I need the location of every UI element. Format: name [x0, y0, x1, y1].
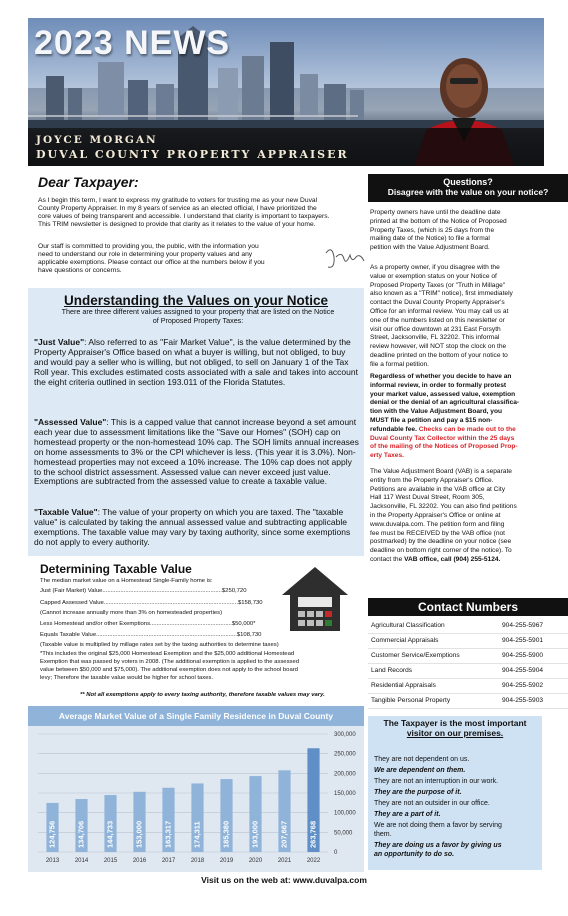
understanding-intro: There are three different values assigned to your property that are listed on the Notice of Proposed Property Taxes: [61, 307, 335, 325]
deadline-paragraph [370, 209, 566, 253]
y-tick-label: 250,000 [334, 751, 356, 758]
text-line: printed at the bottom of the Notice of Proposed [370, 217, 507, 225]
taxpayer-box [368, 716, 542, 870]
text-line: Proposed Property Taxes (or "Truth in Millage" [370, 281, 506, 289]
text-line: fee must be RECEIVED by the VAB office (not [370, 529, 505, 537]
text-line: Hall 117 West Duval Street, Room 305, [370, 494, 485, 502]
taxpayer-line: They are doing us a favor by giving us [374, 842, 502, 849]
x-tick-label: 2016 [132, 858, 147, 864]
taxable-value-text: : The value of your property on which you are taxed. The "taxable value" is calculated by taking the annual assessed value and subtracting applicable exemptions. The taxable value may vary by taxing authority, since some exemptions do not apply to every authority. [34, 507, 351, 547]
understanding-values-box [28, 288, 364, 556]
footnote-line: levy; Therefore the taxable value would be higher for school taxes. [40, 675, 214, 681]
exemptions-note: ** Not all exemptions apply to every taxing authority, therefore taxable values may vary. [80, 692, 325, 698]
assessed-value-text: : This is a capped value that cannot increase beyond a set amount each year due to assessment limitations like the "Save our Homes" (SOH) cap on homestead property or the non-homestead 10% cap. The SOH limits annual increases on home assessments to 3% or the CPI whichever is less. (This year it is 3.0%). Non-homestead properties may not exceed a 10% increase. The 10% cap does not apply to the school district assessment. Assessed value can never exceed just value. Exemptions are subtracted from the assessed value to create a taxable value. [34, 417, 359, 487]
text-line: As a property owner, if you disagree with the [370, 264, 500, 271]
data-label: 207,667 [279, 820, 289, 848]
text-line: of the mailing of the Notices of Proposed Prop- [370, 443, 518, 451]
just-value-term: "Just Value" [34, 337, 85, 347]
text-line: Street, Jacksonville, FL 32202. This informal [370, 334, 500, 342]
taxpayer-title [368, 718, 542, 738]
signature-image [322, 243, 366, 273]
vab-paragraph [370, 468, 566, 565]
x-tick-label: 2017 [161, 858, 176, 864]
contact-label: Agricultural Classification [371, 622, 445, 629]
y-tick-label: 100,000 [334, 810, 356, 817]
taxpayer-line: them. [374, 831, 392, 838]
taxpayer-line: They are not an outsider in our office. [374, 800, 490, 807]
text-line: value or exemption status on your Notice of [370, 272, 497, 280]
y-tick-label: 50,000 [334, 830, 353, 837]
text-line: petition with the Value Adjustment Board. [370, 244, 490, 252]
letter-greeting: Dear Taxpayer: [38, 174, 139, 190]
contact-row [368, 678, 568, 694]
letter-paragraph-2 [38, 243, 265, 275]
text-line: Petitions are available in the VAB office at City [370, 485, 506, 493]
text-line: erty Taxes. [370, 452, 404, 460]
data-label: 174,311 [192, 821, 202, 848]
header-banner [28, 18, 544, 166]
data-label: 193,000 [250, 820, 260, 848]
letter-line: Our staff is committed to providing you, the public, with the information you [38, 243, 259, 250]
taxpayer-line: We are not doing them a favor by serving [374, 822, 502, 829]
row-value: $250,720 [221, 588, 247, 594]
vab-phone: VAB office, call (904) 255-5124. [404, 555, 501, 563]
footnote-line: Exemption that was passed by voters in 2008. (The additional exemption is applied to the assessed [40, 659, 300, 665]
data-label: 163,317 [163, 820, 173, 848]
text-line: contact the Duval County Property Appraiser's [370, 299, 505, 307]
text-line: Duval County Tax Collector within the 25 days [370, 434, 515, 442]
exemptions-row: Less Homestead and/or other Exemptions..................................................$50,000* [40, 621, 256, 627]
letter-line: have questions or concerns. [38, 266, 122, 274]
y-tick-label: 150,000 [334, 791, 356, 797]
contact-phone: 904-255-5900 [502, 652, 544, 659]
taxpayer-title-line: visitor on our premises. [406, 728, 504, 738]
contact-numbers-title: Contact Numbers [368, 598, 568, 616]
row-label: Just (Fair Market) Value [40, 588, 103, 594]
assessed-value-paragraph [34, 418, 360, 487]
data-label: 185,380 [221, 820, 231, 848]
x-tick-label: 2021 [277, 858, 292, 864]
x-tick-label: 2014 [74, 858, 89, 864]
data-label: 144,733 [105, 820, 115, 848]
taxable-value-paragraph [34, 508, 360, 548]
text-line: visit our office downtown at 231 East Forsyth [370, 325, 501, 333]
determining-title: Determining Taxable Value [40, 562, 192, 576]
footnote-line: value between $50,000 and $75,000). The additional exemption does not apply to the school board [40, 667, 298, 673]
chart-title: Average Market Value of a Single Family Residence in Duval County [28, 706, 364, 726]
contact-row [368, 618, 568, 634]
contact-label: Commercial Appraisals [371, 637, 439, 644]
letter-line: As I begin this term, I want to express my gratitude to voters for trusting me as your new Duval [38, 197, 318, 204]
letter-line: need to understand our role in determining your property values and any [38, 250, 253, 258]
letter-line: core values of being transparent and accessible. I understand that clarity is important to taxpayers. [38, 212, 330, 220]
letter-line: This TRIM newsletter is designed to provide that clarity as it relates to the value of your home. [38, 220, 316, 228]
contact-row [368, 663, 568, 679]
questions-subtitle: Disagree with the value on your notice? [387, 187, 549, 197]
contact-label: Customer Service/Exemptions [371, 652, 460, 659]
y-tick-label: 300,000 [334, 732, 356, 738]
contact-phone: 904-255-5967 [502, 622, 544, 629]
row-value: $50,000* [231, 621, 256, 627]
taxpayer-line: We are dependent on them. [374, 767, 466, 774]
text-line: denial or the denial of an agricultural classifica- [370, 399, 520, 407]
understanding-title: Understanding the Values on your Notice [63, 293, 329, 308]
contact-phone: 904-255-5903 [502, 697, 544, 704]
text-line: postmarked) by the deadline on your notice (see [370, 538, 512, 546]
text-line: also known as a "TRIM" notice), first immediately [370, 290, 513, 298]
data-label: 124,756 [47, 820, 57, 848]
x-tick-label: 2013 [45, 858, 60, 864]
text-line: www.duvalpa.com. The petition form and filing [370, 520, 505, 528]
taxpayer-line: They are the purpose of it. [374, 789, 462, 796]
petition-paragraph [370, 373, 566, 461]
data-label: 134,706 [76, 820, 86, 848]
just-value-row: Just (Fair Market) Value.........................................................................$250,720 [40, 588, 247, 594]
text-line: in the Property Appraiser's Office or online at [370, 511, 501, 519]
questions-title: Questions? [443, 177, 493, 187]
text-line: informal review, in order to formally protest [370, 381, 507, 389]
text-line: your market value, assessed value, exemption [370, 390, 516, 398]
row-label: Less Homestead and/or other Exemptions [40, 621, 151, 627]
row-value: $158,730 [237, 600, 263, 606]
taxpayer-title-line: The Taxpayer is the most important [383, 718, 527, 728]
text-line: deadline printed on the bottom of your notice to [370, 351, 508, 359]
just-value-text: : Also referred to as "Fair Market Value", is the value determined by the Property Appraiser's Office based on what a buyer is willing, but not obliged, to buy and would pay a seller who is willing, but not obliged, to sell on January 1 of the Tax Roll year. This excludes estimated costs associated with a sale and takes into account the eight criteria outlined in section 193.011 of the Florida Statutes. [34, 337, 358, 387]
contact-row [368, 648, 568, 664]
assessed-value-term: "Assessed Value" [34, 417, 107, 427]
text-line [370, 556, 566, 565]
text-line: one of the numbers listed on this newsletter or [370, 316, 505, 324]
row-value: $108,730 [236, 632, 262, 638]
informal-review-paragraph [370, 264, 566, 370]
text-line: Regardless of whether you decide to have an [370, 373, 512, 380]
millage-note: (Taxable value is multiplied by millage rates set by the taxing authorities to determine taxes) [40, 642, 279, 648]
text-line: Property Taxes, (which is 25 days from the [370, 226, 495, 234]
text-line: MUST file a petition and pay a $15 non- [370, 416, 493, 424]
contact-label: Land Records [371, 667, 413, 674]
x-tick-label: 2020 [248, 858, 263, 864]
determining-subtitle: The median market value on a Homestead Single-Family home is: [40, 578, 213, 584]
x-tick-label: 2018 [190, 858, 205, 864]
contact-label: Tangible Personal Property [371, 697, 451, 704]
website-footer: Visit us on the web at: www.duvalpa.com [201, 875, 367, 885]
fee-text: refundable fee. [370, 425, 417, 433]
taxpayer-line: They are a part of it. [374, 811, 441, 818]
x-tick-label: 2022 [306, 858, 321, 864]
appraiser-name: JOYCE MORGAN [36, 134, 158, 146]
chart-plot [28, 726, 364, 872]
text-line [370, 426, 566, 435]
contact-row [368, 633, 568, 649]
market-value-chart [28, 706, 364, 872]
text-line: tion with the Value Adjustment Board, you [370, 408, 503, 416]
contact-label: Residential Appraisals [371, 682, 436, 689]
x-tick-label: 2015 [103, 858, 118, 864]
house-calculator-icon [280, 565, 350, 633]
contact-row [368, 693, 568, 709]
taxpayer-line: an opportunity to do so. [374, 851, 455, 858]
data-label: 263,768 [308, 820, 318, 848]
text-line: Office for an informal review. You may call us at [370, 307, 509, 315]
footnote-line: *This includes the original $25,000 Homestead Exemption and the $25,000 additional Homestead [40, 651, 295, 657]
text-line: entity from the Property Appraiser's Office. [370, 476, 494, 484]
data-label: 153,000 [134, 820, 144, 848]
text-line: Property owners have until the deadline date [370, 209, 501, 216]
contact-phone: 904-255-5904 [502, 667, 544, 674]
checks-text: Checks can be made out to the [416, 425, 516, 433]
letter-line: County Property Appraiser. In my 8 years of service as an elected official, I have prioritized the [38, 204, 317, 212]
taxpayer-line: They are not dependent on us. [374, 756, 470, 763]
contact-phone: 904-255-5902 [502, 682, 544, 689]
capped-value-row: Capped Assessed Value..................................................................................$158,730 [40, 600, 263, 606]
x-tick-label: 2019 [219, 858, 234, 864]
text-line: review however, will NOT stop the clock on the [370, 343, 507, 351]
taxpayer-line: They are not an interruption in our work. [374, 778, 499, 785]
questions-header [368, 174, 568, 202]
just-value-paragraph [34, 338, 360, 388]
row-label: Capped Assessed Value [40, 600, 104, 606]
news-title: 2023 NEWS [34, 24, 231, 62]
text-line: The Value Adjustment Board (VAB) is a separate [370, 468, 512, 475]
row-label: Equals Taxable Value [40, 632, 97, 638]
text-line: Jacksonville, FL 32202. You can also find petitions [370, 503, 517, 511]
contact-phone: 904-255-5901 [502, 637, 544, 644]
text-line: file a formal petition. [370, 360, 430, 368]
capped-note: (Cannot increase annually more than 3% on homesteaded properties) [40, 610, 223, 616]
letter-paragraph-1 [38, 197, 329, 229]
appraiser-office: DUVAL COUNTY PROPERTY APPRAISER [36, 148, 349, 161]
exemption-footnote [40, 650, 360, 682]
text-line: mailing date of the Notice) to file a formal [370, 235, 490, 243]
y-tick-label: 200,000 [334, 771, 356, 778]
y-tick-label: 0 [334, 850, 338, 856]
taxable-value-row: Equals Taxable Value......................................................................................$108,730 [40, 632, 262, 638]
taxable-value-term: "Taxable Value" [34, 507, 98, 517]
text-line: deadline on bottom right corner of the notice). To [370, 547, 512, 555]
contact-text: contact the [370, 555, 403, 563]
letter-line: applicable exemptions. Please contact our office at the numbers below if you [38, 258, 265, 266]
